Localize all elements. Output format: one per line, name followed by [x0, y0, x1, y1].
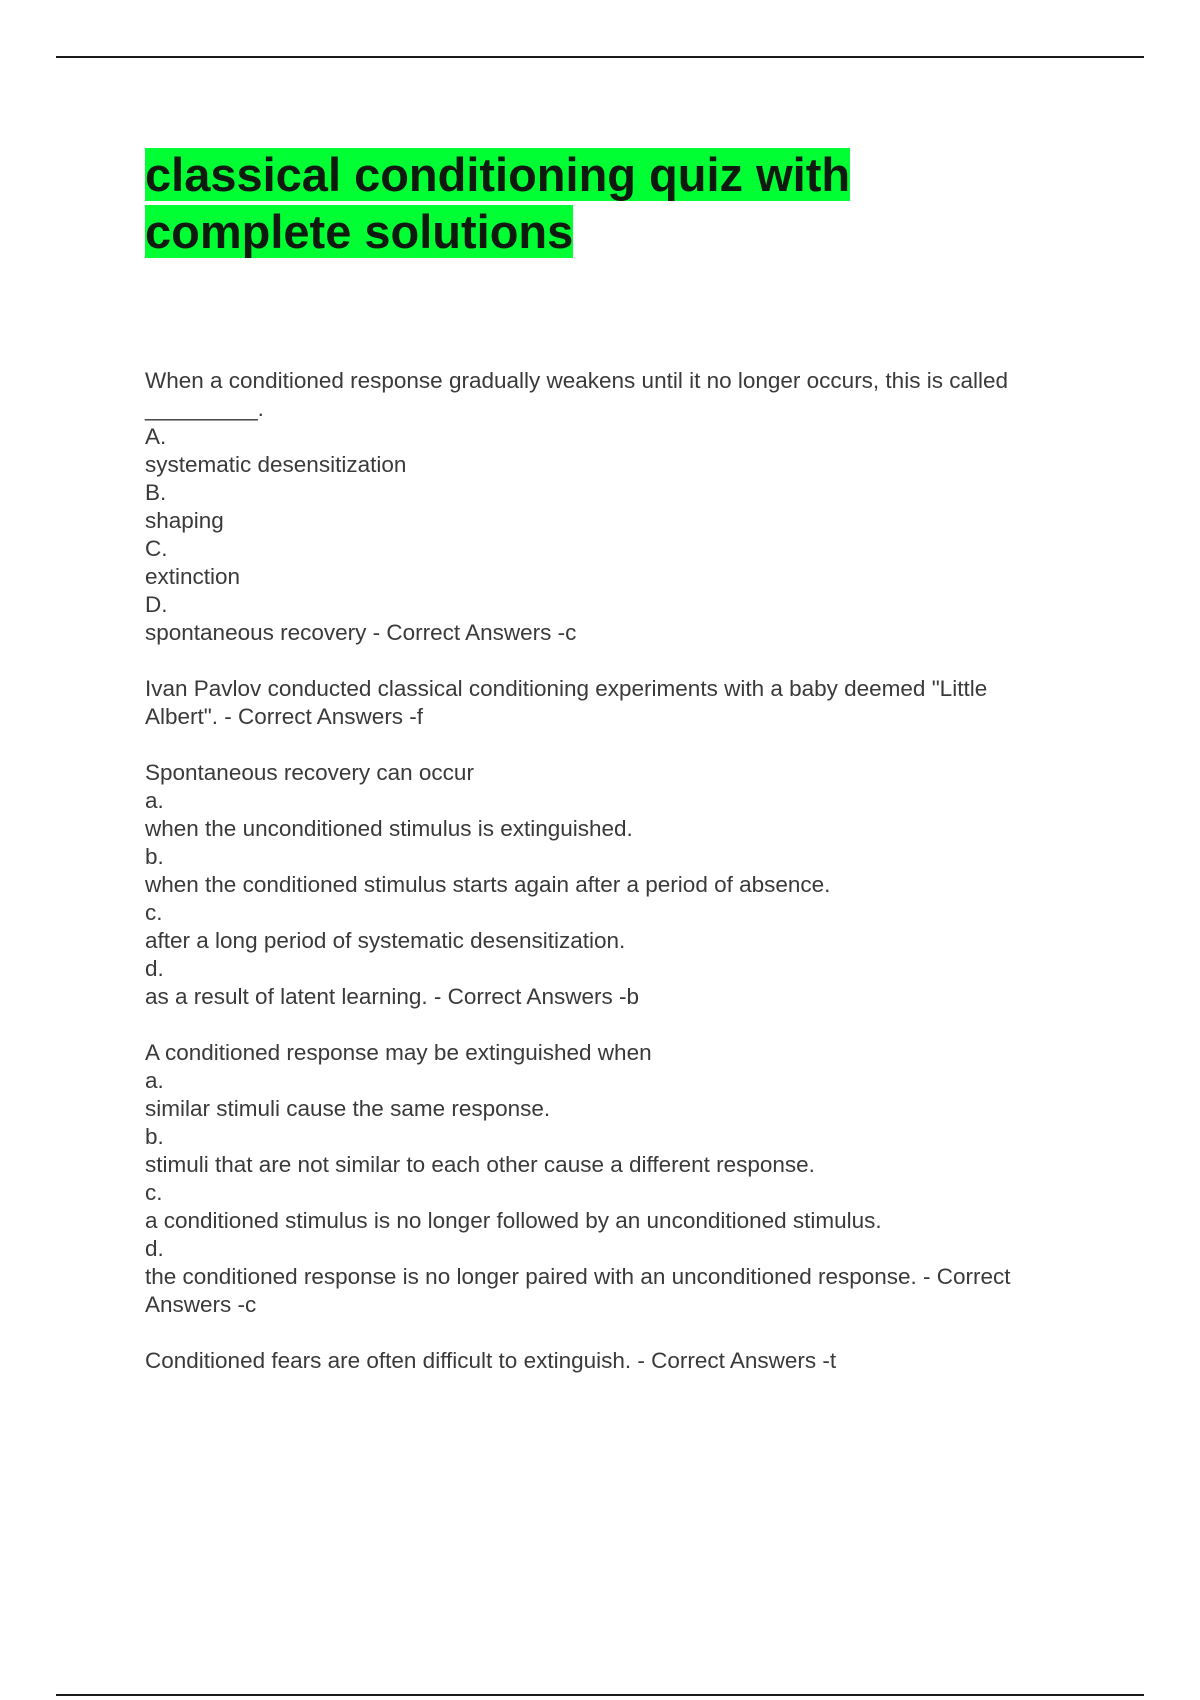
question-line: similar stimuli cause the same response. [145, 1096, 551, 1121]
document-title [145, 146, 945, 260]
question-line: D. [145, 592, 168, 617]
question-line: A conditioned response may be extinguished when [145, 1040, 652, 1065]
question-line: When a conditioned response gradually weakens until it no longer occurs, this is called [145, 368, 1008, 393]
question-line: b. [145, 844, 164, 869]
question-line: the conditioned response is no longer paired with an unconditioned response. - Correct [145, 1264, 1011, 1289]
question-line: systematic desensitization [145, 452, 407, 477]
question-block [145, 675, 1085, 731]
question-line: shaping [145, 508, 224, 533]
question-block [145, 759, 1085, 1011]
question-line: stimuli that are not similar to each other cause a different response. [145, 1152, 815, 1177]
question-line: A. [145, 424, 167, 449]
question-block [145, 367, 1085, 647]
question-line: B. [145, 480, 167, 505]
question-line: b. [145, 1124, 164, 1149]
question-line: d. [145, 956, 164, 981]
question-line: C. [145, 536, 168, 561]
question-line: as a result of latent learning. - Correct Answers -b [145, 984, 639, 1009]
question-line: a. [145, 788, 164, 813]
question-line: Albert". - Correct Answers -f [145, 704, 424, 729]
question-line: after a long period of systematic desensitization. [145, 928, 626, 953]
question-line: _________. [145, 396, 264, 421]
question-line: extinction [145, 564, 241, 589]
question-line: c. [145, 1180, 163, 1205]
quiz-content [145, 367, 1085, 1403]
question-line: c. [145, 900, 163, 925]
question-line: Conditioned fears are often difficult to extinguish. - Correct Answers -t [145, 1348, 837, 1373]
question-line: when the conditioned stimulus starts again after a period of absence. [145, 872, 831, 897]
question-line: when the unconditioned stimulus is extinguished. [145, 816, 633, 841]
question-line: Answers -c [145, 1292, 257, 1317]
question-line: Ivan Pavlov conducted classical conditioning experiments with a baby deemed "Little [145, 676, 988, 701]
title-line-2: complete solutions [145, 205, 574, 258]
footer-rule [56, 1694, 1144, 1696]
title-line-1: classical conditioning quiz with [145, 148, 851, 201]
question-line: spontaneous recovery - Correct Answers -c [145, 620, 577, 645]
question-line: a conditioned stimulus is no longer followed by an unconditioned stimulus. [145, 1208, 882, 1233]
question-line: Spontaneous recovery can occur [145, 760, 474, 785]
question-block [145, 1347, 1085, 1375]
question-block [145, 1039, 1085, 1319]
question-line: a. [145, 1068, 164, 1093]
question-line: d. [145, 1236, 164, 1261]
header-rule [56, 56, 1144, 58]
